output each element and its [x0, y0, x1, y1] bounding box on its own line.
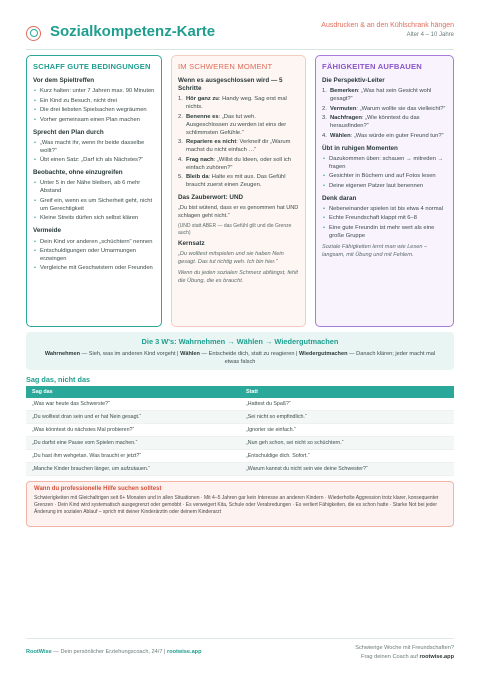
step-text: : „Das tut weh. Ausgeschlossen zu werden ist eins der schlimmsten Gefühle.“ — [186, 113, 287, 136]
column-header: Sag das — [32, 389, 53, 395]
ladder-item — [322, 88, 447, 104]
core-sentence: „Du wolltest mitspielen und sie haben Nein gesagt. Das tut richtig weh. Ich bin hier.“ — [178, 251, 284, 266]
list-item: • Vorher gemeinsam einen Plan machen — [33, 117, 155, 125]
header-divider — [26, 49, 454, 50]
section-title: Übt in ruhigen Momenten — [322, 144, 398, 152]
age-range: Alter 4 – 10 Jahre — [406, 32, 454, 38]
w-label: Wahrnehmen — [44, 351, 81, 357]
rootwise-logo-icon — [26, 26, 41, 41]
core-note: Wenn du jeden sozialen Schmerz abfängst, fehlt die Übung, die es braucht. — [178, 270, 298, 284]
bullet-list — [322, 206, 447, 241]
step-item — [178, 96, 299, 112]
step-number: 1. — [178, 96, 183, 103]
skills-note: Soziale Fähigkeiten lernt man wie Lesen – langsam, mit Übung und mit Fehlern. — [322, 243, 428, 258]
bullet-list — [33, 140, 155, 165]
three-w-box — [26, 332, 454, 370]
header-subtitle: Ausdrucken & an den Kühlschrank hängen — [321, 22, 454, 29]
step-label: Hör ganz zu — [186, 96, 219, 103]
step-text: : „Warum wollte sie das vielleicht?“ — [356, 105, 446, 112]
magic-word-example: „Du bist wütend, dass er es genommen hat UND schlagen geht nicht.“ — [178, 205, 299, 220]
table-cell: „Warum kannst du nicht sein wie deine Schwester?“ — [246, 466, 368, 472]
list-item: • Nebeneinander spielen ist bis etwa 4 normal — [322, 206, 447, 214]
brand-name: RootWise — [26, 649, 52, 655]
step-item — [178, 114, 299, 138]
step-item — [178, 157, 299, 173]
step-label: Benenne es — [186, 113, 219, 120]
column-header: Statt — [246, 389, 258, 395]
list-item: • „Was macht ihr, wenn ihr beide dasselbe wollt?“ — [33, 140, 155, 156]
professional-help-box — [26, 481, 454, 527]
header-meta — [321, 22, 454, 38]
w-text: — Danach klären; jeder macht mal etwas falsch — [224, 351, 436, 366]
step-text: : Halte es mit aus. Das Gefühl braucht zuerst einen Zeugen. — [186, 174, 286, 189]
step-number: 3. — [178, 139, 183, 146]
list-item: • Entschuldigungen oder Umarmungen erzwingen — [33, 248, 155, 264]
bullet-list — [33, 180, 155, 223]
bullet-list — [322, 156, 447, 191]
ladder-item — [322, 106, 447, 114]
ladder-item — [322, 115, 447, 131]
column-skills — [315, 55, 454, 327]
columns — [26, 55, 454, 327]
help-title: Wann du professionelle Hilfe suchen solltest — [34, 486, 162, 492]
table-cell: „Du darfst eine Pause vom Spielen machen.“ — [32, 440, 138, 446]
list-item: • Kurz halten: unter 7 Jahren max. 90 Minuten — [33, 88, 155, 96]
w-text: — Entscheide dich, statt zu reagieren | — [199, 351, 300, 357]
step-label: Frag nach — [186, 156, 214, 163]
ladder-item — [322, 133, 447, 141]
column-hard-moment — [171, 55, 306, 327]
step-label: Bleib da — [186, 174, 209, 181]
table-row — [26, 437, 454, 450]
step-text: : „Was würde ein guter Freund tun?“ — [350, 132, 444, 139]
list-item: • Übt einen Satz: „Darf ich als Nächstes?“ — [33, 157, 155, 165]
say-this-table — [26, 386, 454, 476]
step-item — [178, 174, 299, 190]
section-title: Die Perspektiv-Leiter — [322, 77, 385, 84]
step-text: : Verkneif dir „Warum machst du nicht einfach …“ — [186, 139, 291, 154]
step-number: 2. — [322, 105, 327, 112]
step-text: : „Wie könntest du das herausfinden?“ — [330, 115, 420, 130]
step-label: Wählen — [330, 132, 351, 139]
table-row — [26, 424, 454, 437]
list-item: • Eine gute Freundin ist mehr wert als eine große Gruppe — [322, 225, 447, 241]
table-cell: „Nun geh schon, sei nicht so schüchtern.“ — [246, 440, 344, 446]
footer-cta — [355, 653, 454, 662]
list-item: • Greif ein, wenn es um Sicherheit geht, nicht um Gerechtigkeit — [33, 198, 155, 214]
w-text: — Sieh, was im anderen Kind vorgeht | — [80, 351, 181, 357]
table-cell: „Hattest du Spaß?“ — [246, 401, 291, 407]
step-number: 3. — [322, 115, 327, 122]
footer-cta-link[interactable]: rootwise.app — [419, 653, 454, 660]
table-header-row — [26, 386, 454, 398]
list-item: • Unter 5 in der Nähe bleiben, ab 6 mehr Abstand — [33, 180, 155, 196]
table-heading: Sag das, nicht das — [26, 375, 91, 384]
three-w-title: Die 3 W's: Wahrnehmen → Wählen → Wiedergutmachen — [141, 337, 339, 346]
step-label: Vermuten — [330, 105, 357, 112]
footer-link[interactable]: rootwise.app — [167, 649, 202, 655]
table-row — [26, 398, 454, 411]
bullet-list — [33, 239, 155, 274]
table-cell: „Du wolltest dran sein und er hat Nein gesagt.“ — [32, 414, 142, 420]
footer-cta-text: Frag deinen Coach auf — [361, 653, 420, 660]
list-item: • Kleine Streits dürfen sich selbst klären — [33, 215, 155, 223]
step-label: Bemerken — [330, 88, 359, 95]
list-item: • Vergleiche mit Geschwistern oder Freunden — [33, 265, 155, 273]
section-title: Kernsatz — [178, 240, 205, 248]
table-cell: „Ignorier sie einfach.“ — [246, 427, 296, 433]
table-row — [26, 450, 454, 463]
step-number: 4. — [322, 132, 327, 139]
header — [26, 18, 454, 50]
list-item: • Echte Freundschaft klappt mit 6–8 — [322, 215, 447, 223]
w-label: Wählen — [180, 351, 200, 357]
page-title: Sozialkompetenz-Karte — [50, 23, 216, 40]
w-label: Wiedergutmachen — [299, 351, 348, 357]
step-number: 4. — [178, 156, 183, 163]
table-cell: „Du hast ihm wehgetan. Was braucht er jetzt?“ — [32, 453, 142, 459]
step-item — [178, 139, 299, 155]
footer-question: Schwierige Woche mit Freundschaften? — [355, 645, 454, 651]
list-item: • Dein Kind vor anderen „schüchtern“ nennen — [33, 239, 155, 247]
column-conditions — [26, 55, 162, 327]
step-label: Repariere es nicht — [186, 139, 237, 146]
table-cell: „Was war heute das Schwerste?“ — [32, 401, 110, 407]
list-item: • Gesichter in Büchern und auf Fotos lesen — [322, 173, 447, 181]
section-title: Vermeide — [33, 227, 62, 235]
list-item: • Ein Kind zu Besuch, nicht drei — [33, 98, 155, 106]
magic-word-note: (UND statt ABER — das Gefühl gilt und die Grenze auch) — [178, 222, 292, 236]
step-number: 2. — [178, 113, 183, 120]
footer-left — [26, 649, 202, 655]
column-heading: IM SCHWEREN MOMENT — [178, 62, 273, 71]
footer-divider — [26, 638, 454, 639]
step-number: 5. — [178, 174, 183, 181]
table-cell: „Sei nicht so empfindlich.“ — [246, 414, 307, 420]
step-number: 1. — [322, 88, 327, 95]
table-row — [26, 463, 454, 476]
table-cell: „Manche Kinder brauchen länger, um aufzutauen.“ — [32, 466, 151, 472]
column-heading: SCHAFF GUTE BEDINGUNGEN — [33, 62, 151, 71]
bullet-list — [33, 88, 155, 124]
list-item: • Die drei liebsten Spielsachen wegräumen — [33, 107, 155, 115]
footer-tagline: — Dein persönlicher Erziehungscoach, 24/7 | — [51, 649, 168, 655]
step-label: Nachfragen — [330, 115, 362, 122]
section-title: Beobachte, ohne einzugreifen — [33, 169, 123, 177]
ladder-list — [322, 88, 447, 140]
table-cell: „Entschuldige dich. Sofort.“ — [246, 453, 310, 459]
step-text: : Handy weg. Sag erst mal nichts. — [186, 96, 287, 111]
section-title: Sprecht den Plan durch — [33, 128, 104, 136]
section-title: Denk daran — [322, 194, 357, 202]
three-w-text — [26, 350, 454, 366]
table-cell: „Was könntest du nächstes Mal probieren?“ — [32, 427, 135, 433]
step-text: : „Willst du Ideen, oder soll ich einfach zuhören?“ — [186, 156, 292, 171]
table-row — [26, 411, 454, 424]
help-text: Schwierigkeiten mit Gleichaltrigen seit 6+ Monaten und in allen Situationen · Mit 4–5 Jahren gar kein Interesse an anderen Kindern · Wiederholte Aggression trotz klarer, konsequenter Grenzen · Dein Kind wird systematisch ausgegrenzt oder gemobbt · Es verweigert Kita, Schule oder Verabredungen · Es verliert Fähigkeiten, die es schon hatte · Starke Not bei jeder Änderung im sozialen Ablauf – sprich mit deiner Kinderärztin oder deinem Kinderarzt — [34, 495, 439, 516]
section-title: Wenn es ausgeschlossen wird — 5 Schritte — [178, 77, 283, 93]
section-title: Vor dem Spieltreffen — [33, 77, 95, 84]
steps-list — [178, 96, 299, 190]
column-heading: FÄHIGKEITEN AUFBAUEN — [322, 62, 422, 71]
footer-right — [355, 644, 454, 661]
list-item: • Dazukommen üben: schauen → mitreden → fragen — [322, 156, 447, 172]
list-item: • Deine eigenen Patzer laut benennen — [322, 183, 447, 191]
step-text: : „Was hat sein Gesicht wohl gesagt?“ — [330, 88, 432, 103]
section-title: Das Zauberwort: UND — [178, 194, 244, 202]
